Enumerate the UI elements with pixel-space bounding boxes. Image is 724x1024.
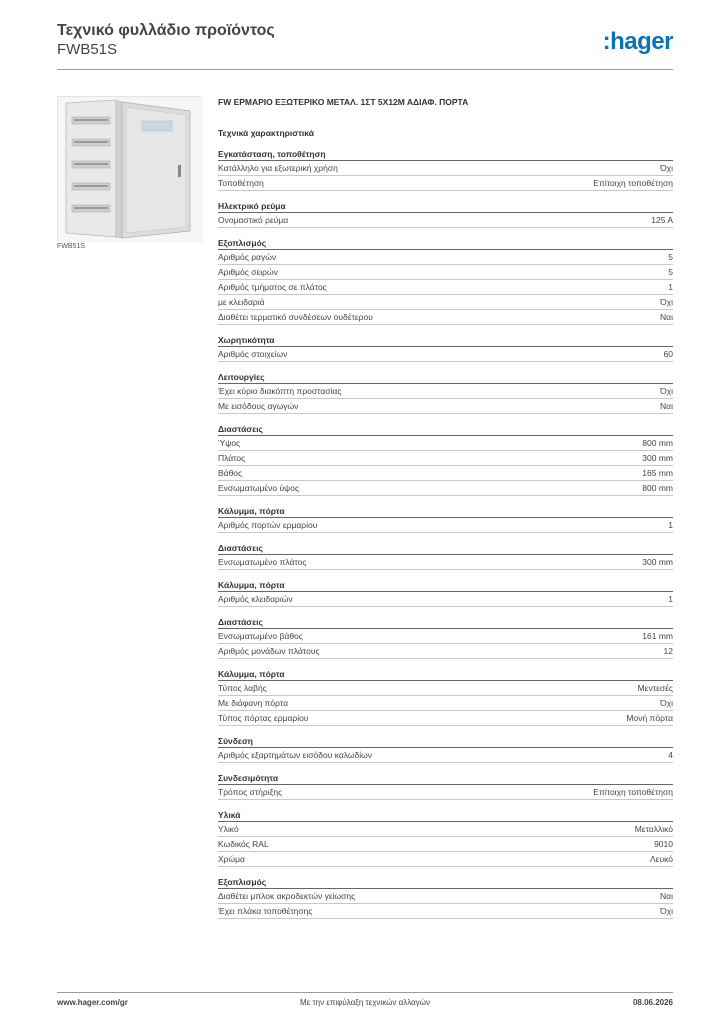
technical-changes-notice: Με την επιφύλαξη τεχνικών αλλαγών: [300, 998, 430, 1007]
section-title: Διαστάσεις: [218, 541, 673, 555]
spec-row: [218, 696, 673, 711]
spec-row: [218, 837, 673, 852]
section-title: Σύνδεση: [218, 734, 673, 748]
spec-value: 9010: [654, 839, 673, 849]
spec-section: [218, 147, 673, 191]
specifications-panel: [218, 95, 673, 919]
document-date: 08.06.2026: [632, 998, 673, 1007]
spec-row: [218, 161, 673, 176]
image-caption: FWB51S: [57, 243, 86, 250]
spec-label: Τοποθέτηση: [218, 178, 264, 188]
section-title: Κάλυμμα, πόρτα: [218, 578, 673, 592]
spec-row: [218, 176, 673, 191]
document-title: Τεχνικό φυλλάδιο προϊόντος: [57, 22, 275, 39]
spec-section: [218, 808, 673, 867]
spec-label: Τύπος πόρτας ερμαρίου: [218, 713, 309, 723]
spec-label: Τύπος λαβής: [218, 683, 267, 693]
spec-section: [218, 199, 673, 228]
spec-label: Αριθμός μονάδων πλάτους: [218, 646, 320, 656]
header-divider: [57, 69, 673, 70]
section-title: Λειτουργίες: [218, 370, 673, 384]
spec-value: Όχι: [660, 297, 673, 307]
spec-section: [218, 504, 673, 533]
spec-row: [218, 681, 673, 696]
spec-label: Έχει πλάκα τοποθέτησης: [218, 906, 313, 916]
product-code: FWB51S: [57, 41, 118, 58]
spec-label: Ενσωματωμένο πλάτος: [218, 557, 307, 567]
section-title: Εγκατάσταση, τοποθέτηση: [218, 147, 673, 161]
spec-value: Όχι: [660, 386, 673, 396]
spec-label: Αριθμός τμήματος σε πλάτος: [218, 282, 327, 292]
spec-value: Ναι: [660, 312, 673, 322]
spec-label: Αριθμός σειρών: [218, 267, 278, 277]
spec-label: Χρώμα: [218, 854, 245, 864]
page-header: [57, 22, 673, 70]
spec-section: [218, 771, 673, 800]
spec-label: Βάθος: [218, 468, 243, 478]
spec-label: Ενσωματωμένο ύψος: [218, 483, 300, 493]
spec-label: Κωδικός RAL: [218, 839, 269, 849]
spec-row: [218, 213, 673, 228]
spec-section: [218, 541, 673, 570]
spec-sections: [218, 147, 673, 919]
logo-text: hager: [610, 28, 673, 55]
section-title: Εξοπλισμός: [218, 236, 673, 250]
spec-label: Διαθέτει τερματικό συνδέσεων ουδέτερου: [218, 312, 373, 322]
spec-row: [218, 295, 673, 310]
spec-row: [218, 451, 673, 466]
spec-value: Όχι: [660, 163, 673, 173]
spec-row: [218, 399, 673, 414]
spec-value: 161 mm: [642, 631, 673, 641]
spec-value: 60: [663, 349, 673, 359]
section-title: Διαστάσεις: [218, 422, 673, 436]
spec-row: [218, 347, 673, 362]
spec-section: [218, 875, 673, 919]
spec-row: [218, 629, 673, 644]
spec-label: Με εισόδους αγωγών: [218, 401, 299, 411]
section-title: Συνδεσιμότητα: [218, 771, 673, 785]
spec-value: 5: [668, 252, 673, 262]
spec-value: Επίτοιχη τοποθέτηση: [593, 787, 673, 797]
spec-label: Αριθμός κλειδαριών: [218, 594, 293, 604]
spec-value: 165 mm: [642, 468, 673, 478]
spec-value: 4: [668, 750, 673, 760]
section-title: Κάλυμμα, πόρτα: [218, 667, 673, 681]
spec-label: Αριθμός εξαρτημάτων εισόδου καλωδίων: [218, 750, 373, 760]
spec-value: Ναι: [660, 891, 673, 901]
spec-row: [218, 822, 673, 837]
spec-row: [218, 436, 673, 451]
spec-label: Με διάφανη πόρτα: [218, 698, 288, 708]
spec-row: [218, 889, 673, 904]
spec-row: [218, 310, 673, 325]
spec-label: Αριθμός στοιχείων: [218, 349, 288, 359]
spec-row: [218, 265, 673, 280]
spec-section: [218, 370, 673, 414]
spec-label: με κλειδαριά: [218, 297, 265, 307]
spec-row: [218, 481, 673, 496]
spec-section: [218, 236, 673, 325]
spec-label: Αριθμός πορτών ερμαρίου: [218, 520, 318, 530]
spec-label: Υλικό: [218, 824, 239, 834]
spec-row: [218, 280, 673, 295]
page-footer: [57, 998, 673, 1012]
spec-label: Αριθμός ραγών: [218, 252, 277, 262]
cabinet-illustration: [58, 97, 203, 242]
spec-section: [218, 667, 673, 726]
spec-row: [218, 644, 673, 659]
spec-section: [218, 422, 673, 496]
spec-row: [218, 852, 673, 867]
section-title: Χωρητικότητα: [218, 333, 673, 347]
technical-characteristics-heading: Τεχνικά χαρακτηριστικά: [218, 128, 314, 138]
section-title: Υλικά: [218, 808, 673, 822]
spec-value: 12: [663, 646, 673, 656]
spec-value: Ναι: [660, 401, 673, 411]
spec-value: Μεταλλικό: [634, 824, 673, 834]
spec-section: [218, 333, 673, 362]
spec-section: [218, 615, 673, 659]
spec-section: [218, 578, 673, 607]
spec-label: Κατάλληλο για εξωτερική χρήση: [218, 163, 338, 173]
spec-value: Μεντεσές: [637, 683, 673, 693]
spec-row: [218, 785, 673, 800]
spec-label: Τρόπος στήριξης: [218, 787, 283, 797]
spec-value: 1: [668, 594, 673, 604]
section-title: Εξοπλισμός: [218, 875, 673, 889]
spec-value: 800 mm: [642, 438, 673, 448]
spec-value: Επίτοιχη τοποθέτηση: [593, 178, 673, 188]
spec-value: 800 mm: [642, 483, 673, 493]
website-link[interactable]: www.hager.com/gr: [57, 998, 128, 1007]
section-title: Ηλεκτρικό ρεύμα: [218, 199, 673, 213]
logo-prefix: :: [602, 28, 611, 55]
spec-section: [218, 734, 673, 763]
footer-divider: [57, 992, 673, 993]
hager-logo: [603, 28, 673, 56]
spec-value: 1: [668, 282, 673, 292]
section-title: Διαστάσεις: [218, 615, 673, 629]
spec-value: Όχι: [660, 698, 673, 708]
spec-value: 125 A: [651, 215, 673, 225]
spec-label: Πλάτος: [218, 453, 246, 463]
spec-value: 300 mm: [642, 557, 673, 567]
spec-row: [218, 518, 673, 533]
spec-label: Έχει κύριο διακόπτη προστασίας: [218, 386, 342, 396]
spec-value: 1: [668, 520, 673, 530]
spec-row: [218, 466, 673, 481]
spec-label: Ενσωματωμένο βάθος: [218, 631, 303, 641]
spec-row: [218, 904, 673, 919]
spec-value: 5: [668, 267, 673, 277]
spec-value: Όχι: [660, 906, 673, 916]
spec-row: [218, 592, 673, 607]
spec-value: Λευκό: [650, 854, 673, 864]
spec-value: 300 mm: [642, 453, 673, 463]
product-image: [57, 96, 202, 241]
spec-row: [218, 748, 673, 763]
spec-label: Ονομαστικό ρεύμα: [218, 215, 289, 225]
spec-row: [218, 555, 673, 570]
spec-label: Διαθέτει μπλοκ ακροδεκτών γείωσης: [218, 891, 356, 901]
spec-value: Μονή πόρτα: [626, 713, 673, 723]
spec-row: [218, 711, 673, 726]
spec-label: Ύψος: [218, 438, 241, 448]
spec-row: [218, 384, 673, 399]
section-title: Κάλυμμα, πόρτα: [218, 504, 673, 518]
product-title: FW ΕΡΜΑΡΙΟ ΕΞΩΤΕΡΙΚΟ ΜΕΤΑΛ. 1ΣΤ 5Χ12Μ ΑΔΙΑΦ. ΠΟΡΤΑ: [218, 97, 469, 107]
spec-row: [218, 250, 673, 265]
